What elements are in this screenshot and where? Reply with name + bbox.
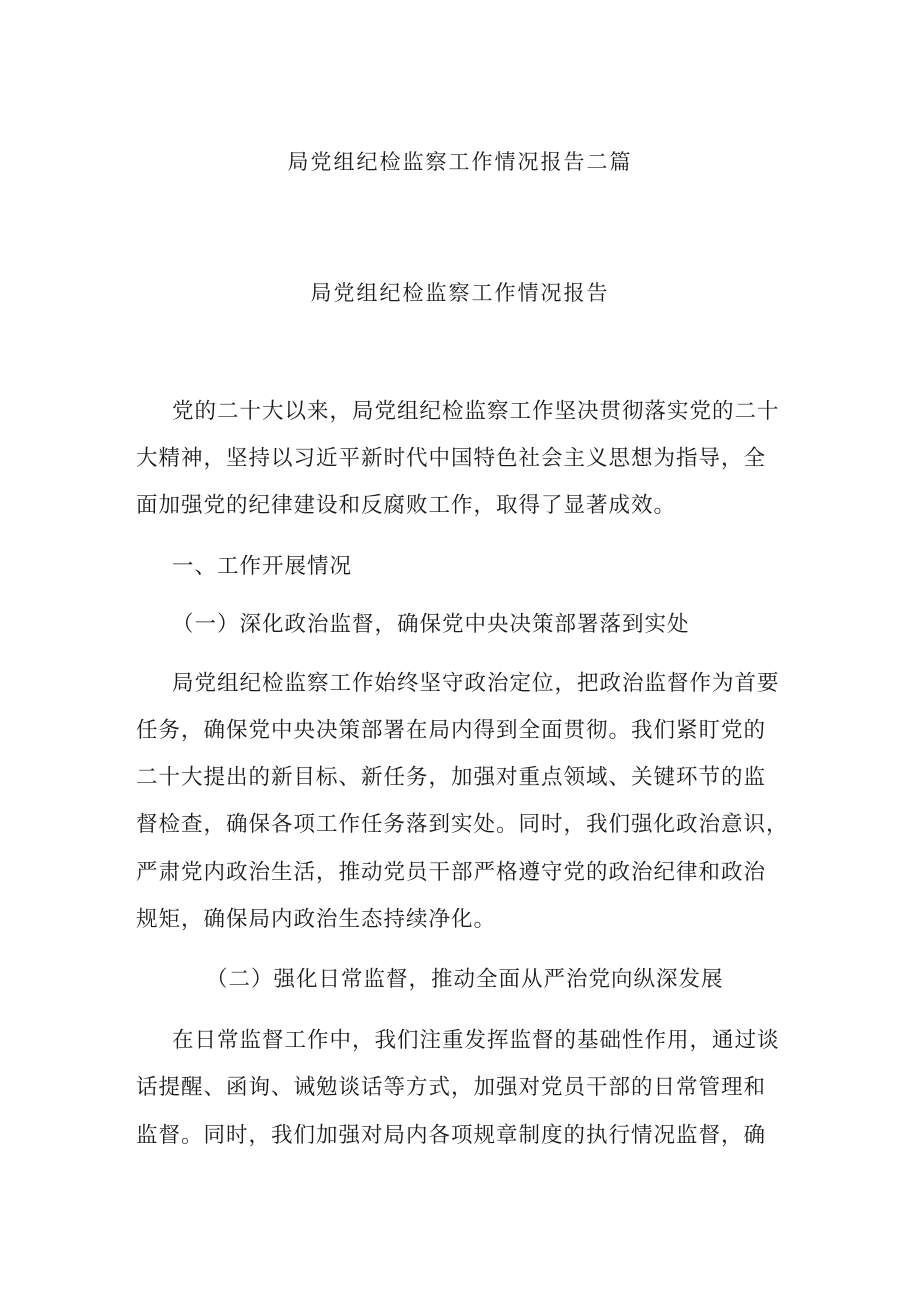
paragraph-line: 督检查，确保各项工作任务落到实处。同时，我们强化政治意识，: [136, 812, 789, 837]
paragraph-line: 话提醒、函询、诫勉谈话等方式，加强对党员干部的日常管理和: [136, 1075, 767, 1100]
paragraph-line: 严肃党内政治生活，推动党员干部严格遵守党的政治纪律和政治: [136, 860, 767, 885]
subsection-heading: （二）强化日常监督，推动全面从严治党向纵深发展: [206, 967, 724, 992]
paragraph-line: 面加强党的纪律建设和反腐败工作，取得了显著成效。: [136, 493, 677, 518]
paragraph-line: 党的二十大以来，局党组纪检监察工作坚决贯彻落实党的二十: [172, 399, 780, 424]
paragraph-line: 任务，确保党中央决策部署在局内得到全面贯彻。我们紧盯党的: [136, 718, 767, 743]
section-heading: 一、工作开展情况: [172, 554, 353, 579]
paragraph-line: 监督。同时，我们加强对局内各项规章制度的执行情况监督，确: [136, 1123, 767, 1148]
paragraph-line: 大精神，坚持以习近平新时代中国特色社会主义思想为指导，全: [136, 446, 767, 471]
subsection-heading: （一）深化政治监督，确保党中央决策部署落到实处: [172, 612, 690, 637]
paragraph-line: 二十大提出的新目标、新任务，加强对重点领域、关键环节的监: [136, 765, 767, 790]
document-subtitle: 局党组纪检监察工作情况报告: [310, 281, 610, 305]
paragraph-line: 在日常监督工作中，我们注重发挥监督的基础性作用，通过谈: [172, 1028, 780, 1053]
paragraph-line: 局党组纪检监察工作始终坚守政治定位，把政治监督作为首要: [172, 671, 780, 696]
paragraph-line: 规矩，确保局内政治生态持续净化。: [136, 907, 497, 932]
document-title: 局党组纪检监察工作情况报告二篇: [287, 150, 633, 174]
